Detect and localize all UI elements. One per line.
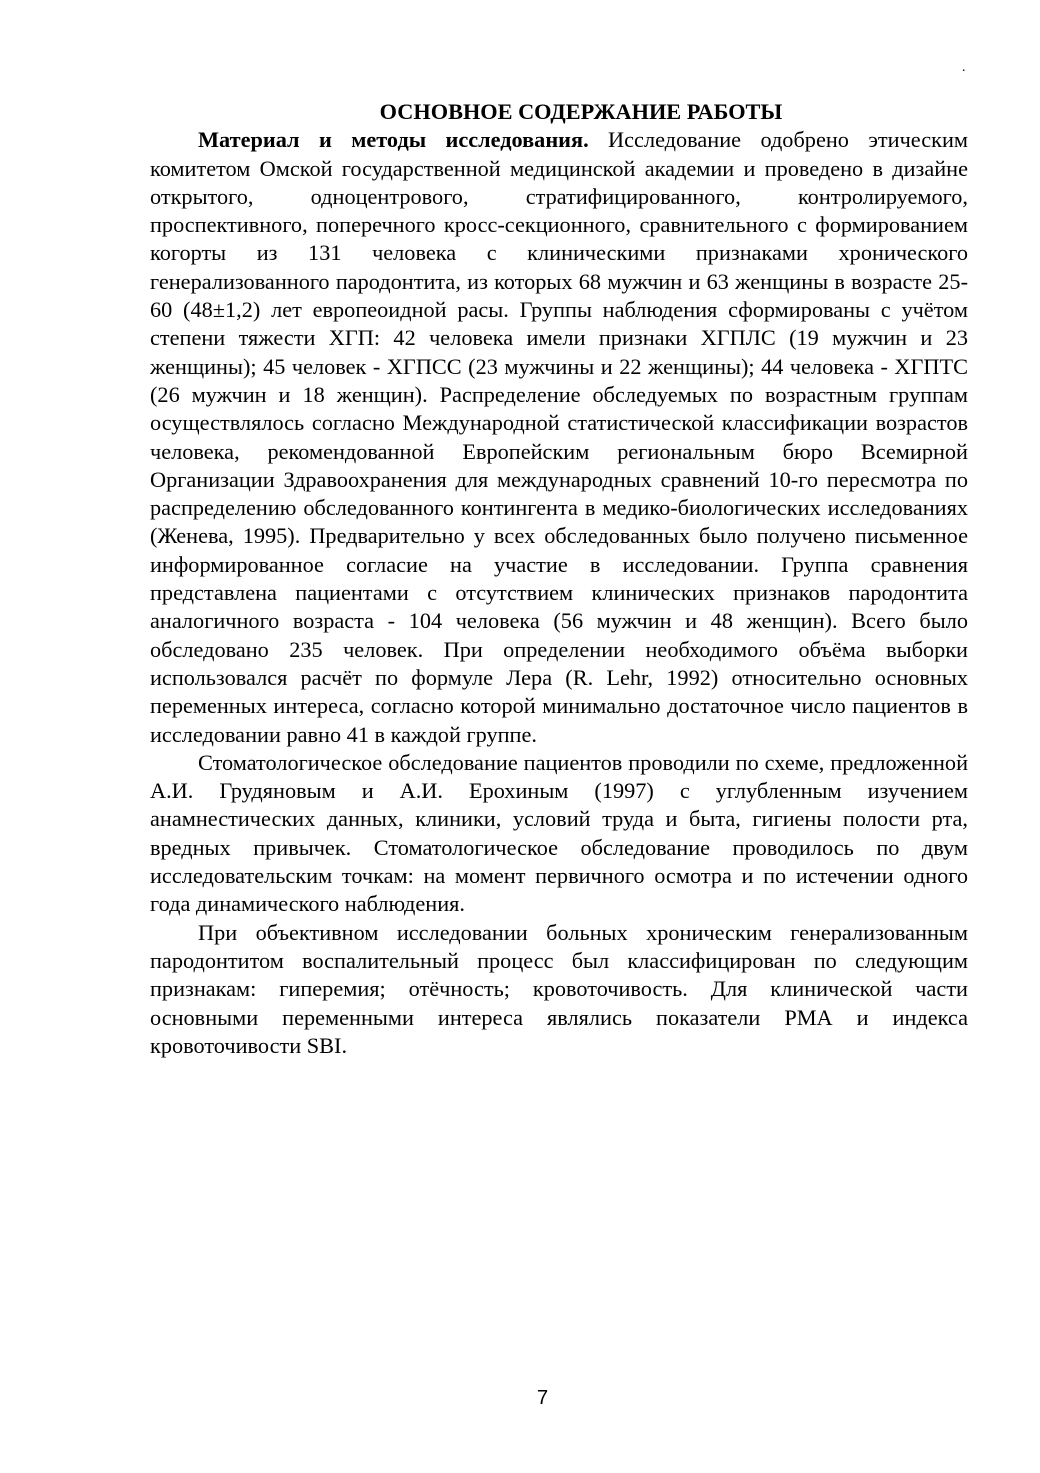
page-content — [150, 98, 968, 1060]
paragraph-objective-exam — [150, 919, 968, 1060]
page-number: 7 — [536, 1387, 549, 1409]
paragraph-text: Стоматологическое обследование пациентов проводили по схеме, предложенной А.И. Грудяновым и А.И. Ерохиным (1997) с углубленным изучением анамнестических данных, клиники, условий труда и быта, гигиены полости рта, вредных привычек. Стоматологическое обследование проводилось по двум исследовательским точкам: на момент первичного осмотра и по истечении одного года динамического наблюдения. — [150, 749, 968, 917]
paragraph-dental-exam — [150, 749, 968, 919]
corner-mark: · — [961, 64, 966, 79]
page-heading: ОСНОВНОЕ СОДЕРЖАНИЕ РАБОТЫ — [379, 99, 783, 124]
paragraph-lead: Материал и методы исследования. — [198, 127, 589, 153]
paragraph-text: При объективном исследовании больных хроническим генерализованным пародонтитом воспалительный процесс был классифицирован по следующим признакам: гиперемия; отёчность; кровоточивость. Для клинической части основными переменными интереса являлись показатели РМА и индекса кровоточивости SBI. — [150, 919, 968, 1058]
paragraph-text: Исследование одобрено этическим комитетом Омской государственной медицинской академии и проведено в дизайне открытого, одноцентрового, стратифицированного, контролируемого, проспективного, поперечного кросс-секционного, сравнительного с формированием когорты из 131 человека с клиническими признаками хронического генерализованного пародонтита, из которых 68 мужчин и 63 женщины в возрасте 25-60 (48±1,2) лет европеоидной расы. Группы наблюдения сформированы с учётом степени тяжести ХГП: 42 человека имели признаки ХГПЛС (19 мужчин и 23 женщины); 45 человек - ХГПСС (23 мужчины и 22 женщины); 44 человека - ХГПТС (26 мужчин и 18 женщин). Распределение обследуемых по возрастным группам осуществлялось согласно Международной статистической классификации возрастов человека, рекомендованной Европейским региональным бюро Всемирной Организации Здравоохранения для международных сравнений 10-го пересмотра по распределению обследованного контингента в медико-биологических исследованиях (Женева, 1995). Предварительно у всех обследованных было получено письменное информированное согласие на участие в исследовании. Группа сравнения представлена пациентами с отсутствием клинических признаков пародонтита аналогичного возраста - 104 человека (56 мужчин и 48 женщин). Всего было обследовано 235 человек. При определении необходимого объёма выборки использовался расчёт по формуле Лера (R. Lehr, 1992) относительно основных переменных интереса, согласно которой минимально достаточное число пациентов в исследовании равно 41 в каждой группе. — [150, 127, 968, 747]
paragraph-materials-methods — [150, 126, 968, 749]
